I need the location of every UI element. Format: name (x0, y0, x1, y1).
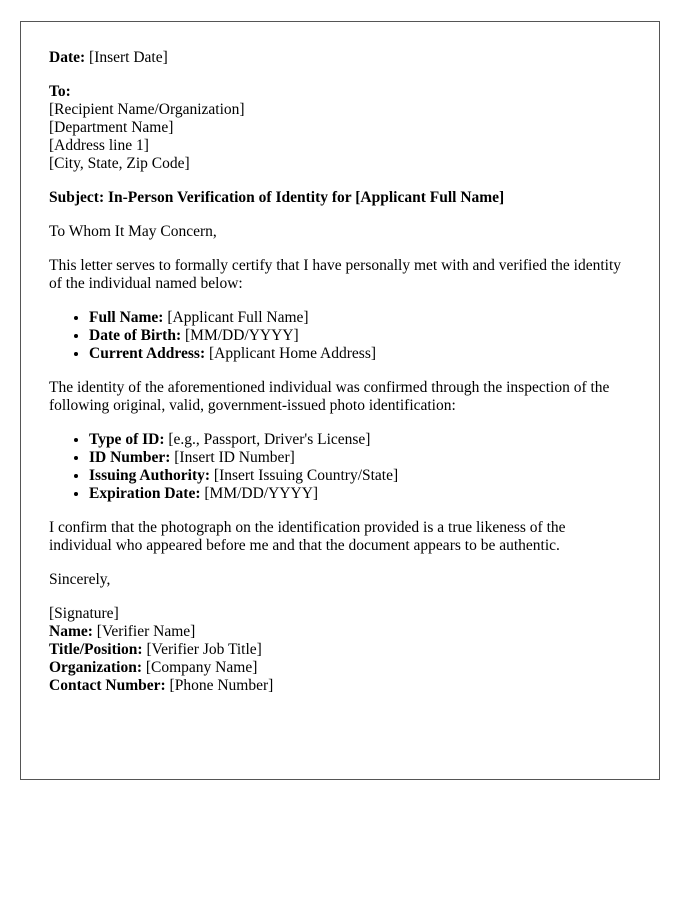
list-item (89, 327, 631, 345)
signature-block (49, 605, 631, 695)
recipient-block (49, 83, 631, 173)
field-value: [Company Name] (142, 659, 258, 676)
signature-field (49, 623, 631, 641)
field-label: Contact Number: (49, 677, 166, 694)
field-value: [Applicant Full Name] (163, 309, 309, 326)
subject-line: Subject: In-Person Verification of Identity for [Applicant Full Name] (49, 189, 505, 206)
field-label: Issuing Authority: (89, 467, 211, 484)
signature-field (49, 677, 631, 695)
id-intro-paragraph: The identity of the aforementioned individual was confirmed through the inspection of the following original, valid, government-issued photo identification: (49, 379, 610, 414)
recipient-department: [Department Name] (49, 119, 174, 136)
field-label: Organization: (49, 659, 142, 676)
field-value: [Applicant Home Address] (205, 345, 377, 362)
list-item (89, 345, 631, 363)
id-details-list (49, 431, 631, 503)
field-label: Current Address: (89, 345, 206, 362)
field-label: Full Name: (89, 309, 164, 326)
field-value: [MM/DD/YYYY] (181, 327, 299, 344)
field-value: [MM/DD/YYYY] (200, 485, 319, 502)
field-value: [Insert ID Number] (170, 449, 295, 466)
letter-page (20, 21, 660, 780)
list-item (89, 431, 631, 449)
list-item (89, 309, 631, 327)
date-line (49, 49, 631, 67)
field-label: ID Number: (89, 449, 171, 466)
recipient-name: [Recipient Name/Organization] (49, 101, 245, 118)
signature-placeholder: [Signature] (49, 605, 119, 622)
field-label: Type of ID: (89, 431, 165, 448)
closing: Sincerely, (49, 571, 111, 588)
field-label: Title/Position: (49, 641, 143, 658)
field-label: Expiration Date: (89, 485, 201, 502)
list-item (89, 449, 631, 467)
field-label: Date of Birth: (89, 327, 182, 344)
field-value: [Verifier Job Title] (142, 641, 262, 658)
field-value: [e.g., Passport, Driver's License] (164, 431, 371, 448)
salutation: To Whom It May Concern, (49, 223, 217, 240)
signature-field (49, 659, 631, 677)
date-value: [Insert Date] (85, 49, 168, 66)
field-value: [Phone Number] (165, 677, 274, 694)
signature-field (49, 641, 631, 659)
field-label: Name: (49, 623, 93, 640)
confirmation-paragraph: I confirm that the photograph on the identification provided is a true likeness of the individual who appeared before me and that the document appears to be authentic. (49, 519, 566, 554)
field-value: [Verifier Name] (92, 623, 196, 640)
intro-paragraph: This letter serves to formally certify that I have personally met with and verified the identity of the individual named below: (49, 257, 622, 292)
list-item (89, 467, 631, 485)
recipient-address: [Address line 1] (49, 137, 149, 154)
list-item (89, 485, 631, 503)
field-value: [Insert Issuing Country/State] (210, 467, 399, 484)
recipient-city: [City, State, Zip Code] (49, 155, 190, 172)
to-label: To: (49, 83, 71, 100)
applicant-details-list (49, 309, 631, 363)
date-label: Date: (49, 49, 86, 66)
